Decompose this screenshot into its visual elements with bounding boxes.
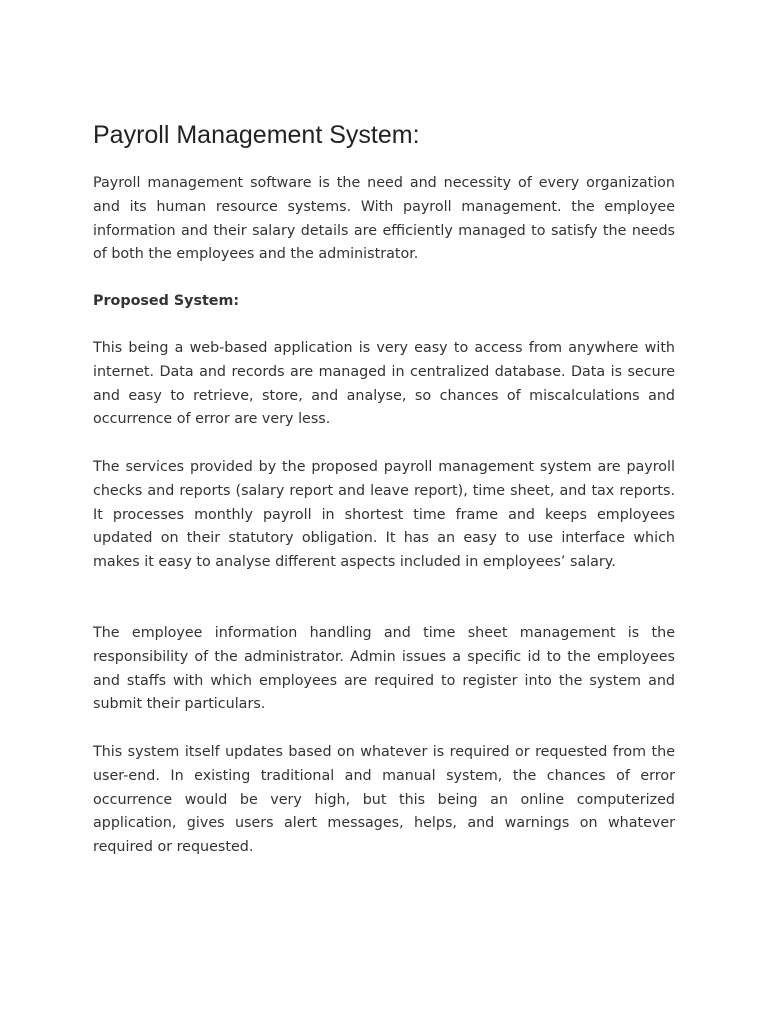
body-paragraph: The services provided by the proposed payroll management system are payroll checks and reports (salary report and leave report), time sheet, and tax reports. It processes monthly payroll in shortest time frame and keeps employees updated on their statutory obligation. It has an easy to use interface which makes it easy to analyse different aspects included in employees’ salary. (93, 459, 675, 571)
section-heading: Proposed System: (93, 293, 240, 309)
intro-paragraph: Payroll management software is the need and necessity of every organization and its human resource systems. With payroll management. the employee information and their salary details are efficiently managed to satisfy the needs of both the employees and the administrator. (93, 175, 675, 263)
body-paragraph: This system itself updates based on whatever is required or requested from the user-end. In existing traditional and manual system, the chances of error occurrence would be very high, but this being an online computerized application, gives users alert messages, helps, and warnings on whatever required or requested. (93, 744, 675, 856)
page-title: Payroll Management System: (93, 121, 420, 149)
body-paragraph: This being a web-based application is very easy to access from anywhere with internet. Data and records are managed in centralized database. Data is secure and easy to retrieve, store, and analyse, so chances of miscalculations and occurrence of error are very less. (93, 340, 675, 428)
body-paragraph: The employee information handling and time sheet management is the responsibility of the administrator. Admin issues a specific id to the employees and staffs with which employees are required to register into the system and submit their particulars. (93, 625, 675, 713)
